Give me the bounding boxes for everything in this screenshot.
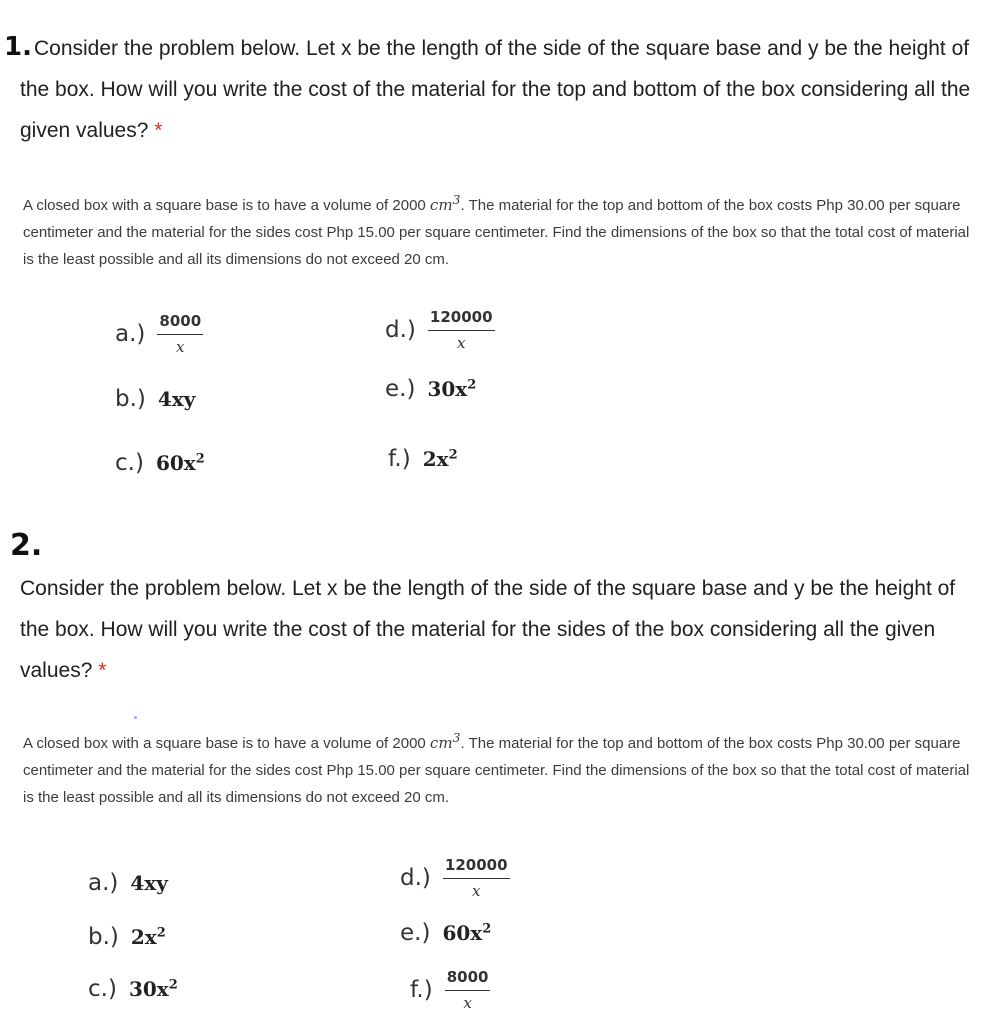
q2-option-b[interactable] (88, 924, 166, 950)
fraction-denominator: x (456, 334, 466, 352)
option-fraction (428, 308, 495, 352)
option-label: c.) (115, 450, 144, 476)
option-label: d.) (385, 317, 416, 343)
expr-base: 60x (442, 921, 483, 945)
q2-option-f[interactable] (410, 968, 490, 1012)
problem-text-after: . The material for the top and bottom of the box costs Php 30.00 per square centimeter and the material for the sides cost Php 15.00 per square centimeter. Find the dimensions of the box so that the total cost of material is the least possible and all its dimensions do not exceed 20 cm. (23, 197, 970, 268)
option-expression (129, 977, 178, 1001)
option-expression (131, 925, 166, 949)
option-label: b.) (115, 386, 146, 412)
q1-option-f[interactable] (388, 446, 458, 472)
expr-exponent: 2 (195, 451, 205, 467)
option-expression (427, 377, 476, 401)
q2-option-e[interactable] (400, 920, 491, 946)
question-2-number: 2. (10, 528, 43, 563)
expr-base: 30x (427, 377, 468, 401)
option-expression: 4xy (157, 387, 196, 411)
expr-base: 2x (422, 447, 449, 471)
option-expression (156, 451, 205, 475)
q1-option-a[interactable] (115, 312, 203, 356)
option-label: b.) (88, 924, 119, 950)
expr-exponent: 2 (448, 447, 458, 463)
option-fraction (443, 856, 510, 900)
option-fraction (157, 312, 203, 356)
stray-dot (134, 716, 137, 719)
question-2-text (20, 568, 980, 691)
expr-exponent: 2 (156, 925, 166, 941)
fraction-denominator: x (176, 338, 185, 356)
option-expression: 4xy (130, 871, 168, 895)
expr-exponent: 2 (168, 977, 178, 993)
problem-unit: cm (429, 196, 453, 214)
option-label: a.) (88, 870, 119, 896)
problem-unit-exp: 3 (452, 192, 461, 207)
required-asterisk: * (98, 659, 107, 682)
q1-option-d[interactable] (385, 308, 495, 352)
q1-option-b[interactable] (115, 386, 195, 412)
problem-text-before: A closed box with a square base is to have a volume of 2000 (23, 197, 430, 214)
q1-option-e[interactable] (385, 376, 476, 402)
q2-option-c[interactable] (88, 976, 178, 1002)
fraction-denominator: x (471, 882, 481, 900)
option-label: f.) (410, 977, 433, 1003)
question-1-text (4, 27, 980, 151)
option-label: e.) (400, 920, 431, 946)
problem-unit-exp: 3 (452, 730, 461, 745)
question-1-prompt: Consider the problem below. Let x be the length of the side of the square base and y be the height of the box. How will you write the cost of the material for the top and bottom of the box considering all the given values? (20, 37, 971, 142)
expr-exponent: 2 (467, 377, 477, 393)
problem-text-before: A closed box with a square base is to have a volume of 2000 (23, 735, 430, 752)
fraction-numerator: 120000 (443, 856, 510, 879)
option-expression (442, 921, 491, 945)
fraction-numerator: 120000 (428, 308, 495, 331)
expr-base: 30x (128, 977, 169, 1001)
question-2-prompt: Consider the problem below. Let x be the length of the side of the square base and y be the height of the box. How will you write the cost of the material for the sides of the box considering all the given values? (20, 577, 956, 682)
option-label: d.) (400, 865, 431, 891)
option-label: e.) (385, 376, 416, 402)
problem-text-after: . The material for the top and bottom of the box costs Php 30.00 per square centimeter and the material for the sides cost Php 15.00 per square centimeter. Find the dimensions of the box so that the total cost of material is the least possible and all its dimensions do not exceed 20 cm. (23, 735, 970, 806)
option-label: f.) (388, 446, 411, 472)
expr-exponent: 2 (482, 921, 492, 937)
option-label: c.) (88, 976, 117, 1002)
option-expression (423, 447, 458, 471)
q2-option-a[interactable] (88, 870, 168, 896)
question-1-number: 1. (4, 32, 32, 62)
fraction-numerator: 8000 (445, 968, 491, 991)
option-label: a.) (115, 321, 146, 347)
option-fraction (445, 968, 491, 1012)
required-asterisk: * (154, 119, 163, 142)
expr-base: 60x (155, 451, 196, 475)
problem-unit: cm (429, 734, 453, 752)
fraction-denominator: x (463, 994, 472, 1012)
q1-option-c[interactable] (115, 450, 205, 476)
expr-base: 2x (130, 925, 157, 949)
question-2-problem (23, 724, 983, 811)
question-1-problem (23, 186, 983, 273)
fraction-numerator: 8000 (157, 312, 203, 335)
q2-option-d[interactable] (400, 856, 510, 900)
